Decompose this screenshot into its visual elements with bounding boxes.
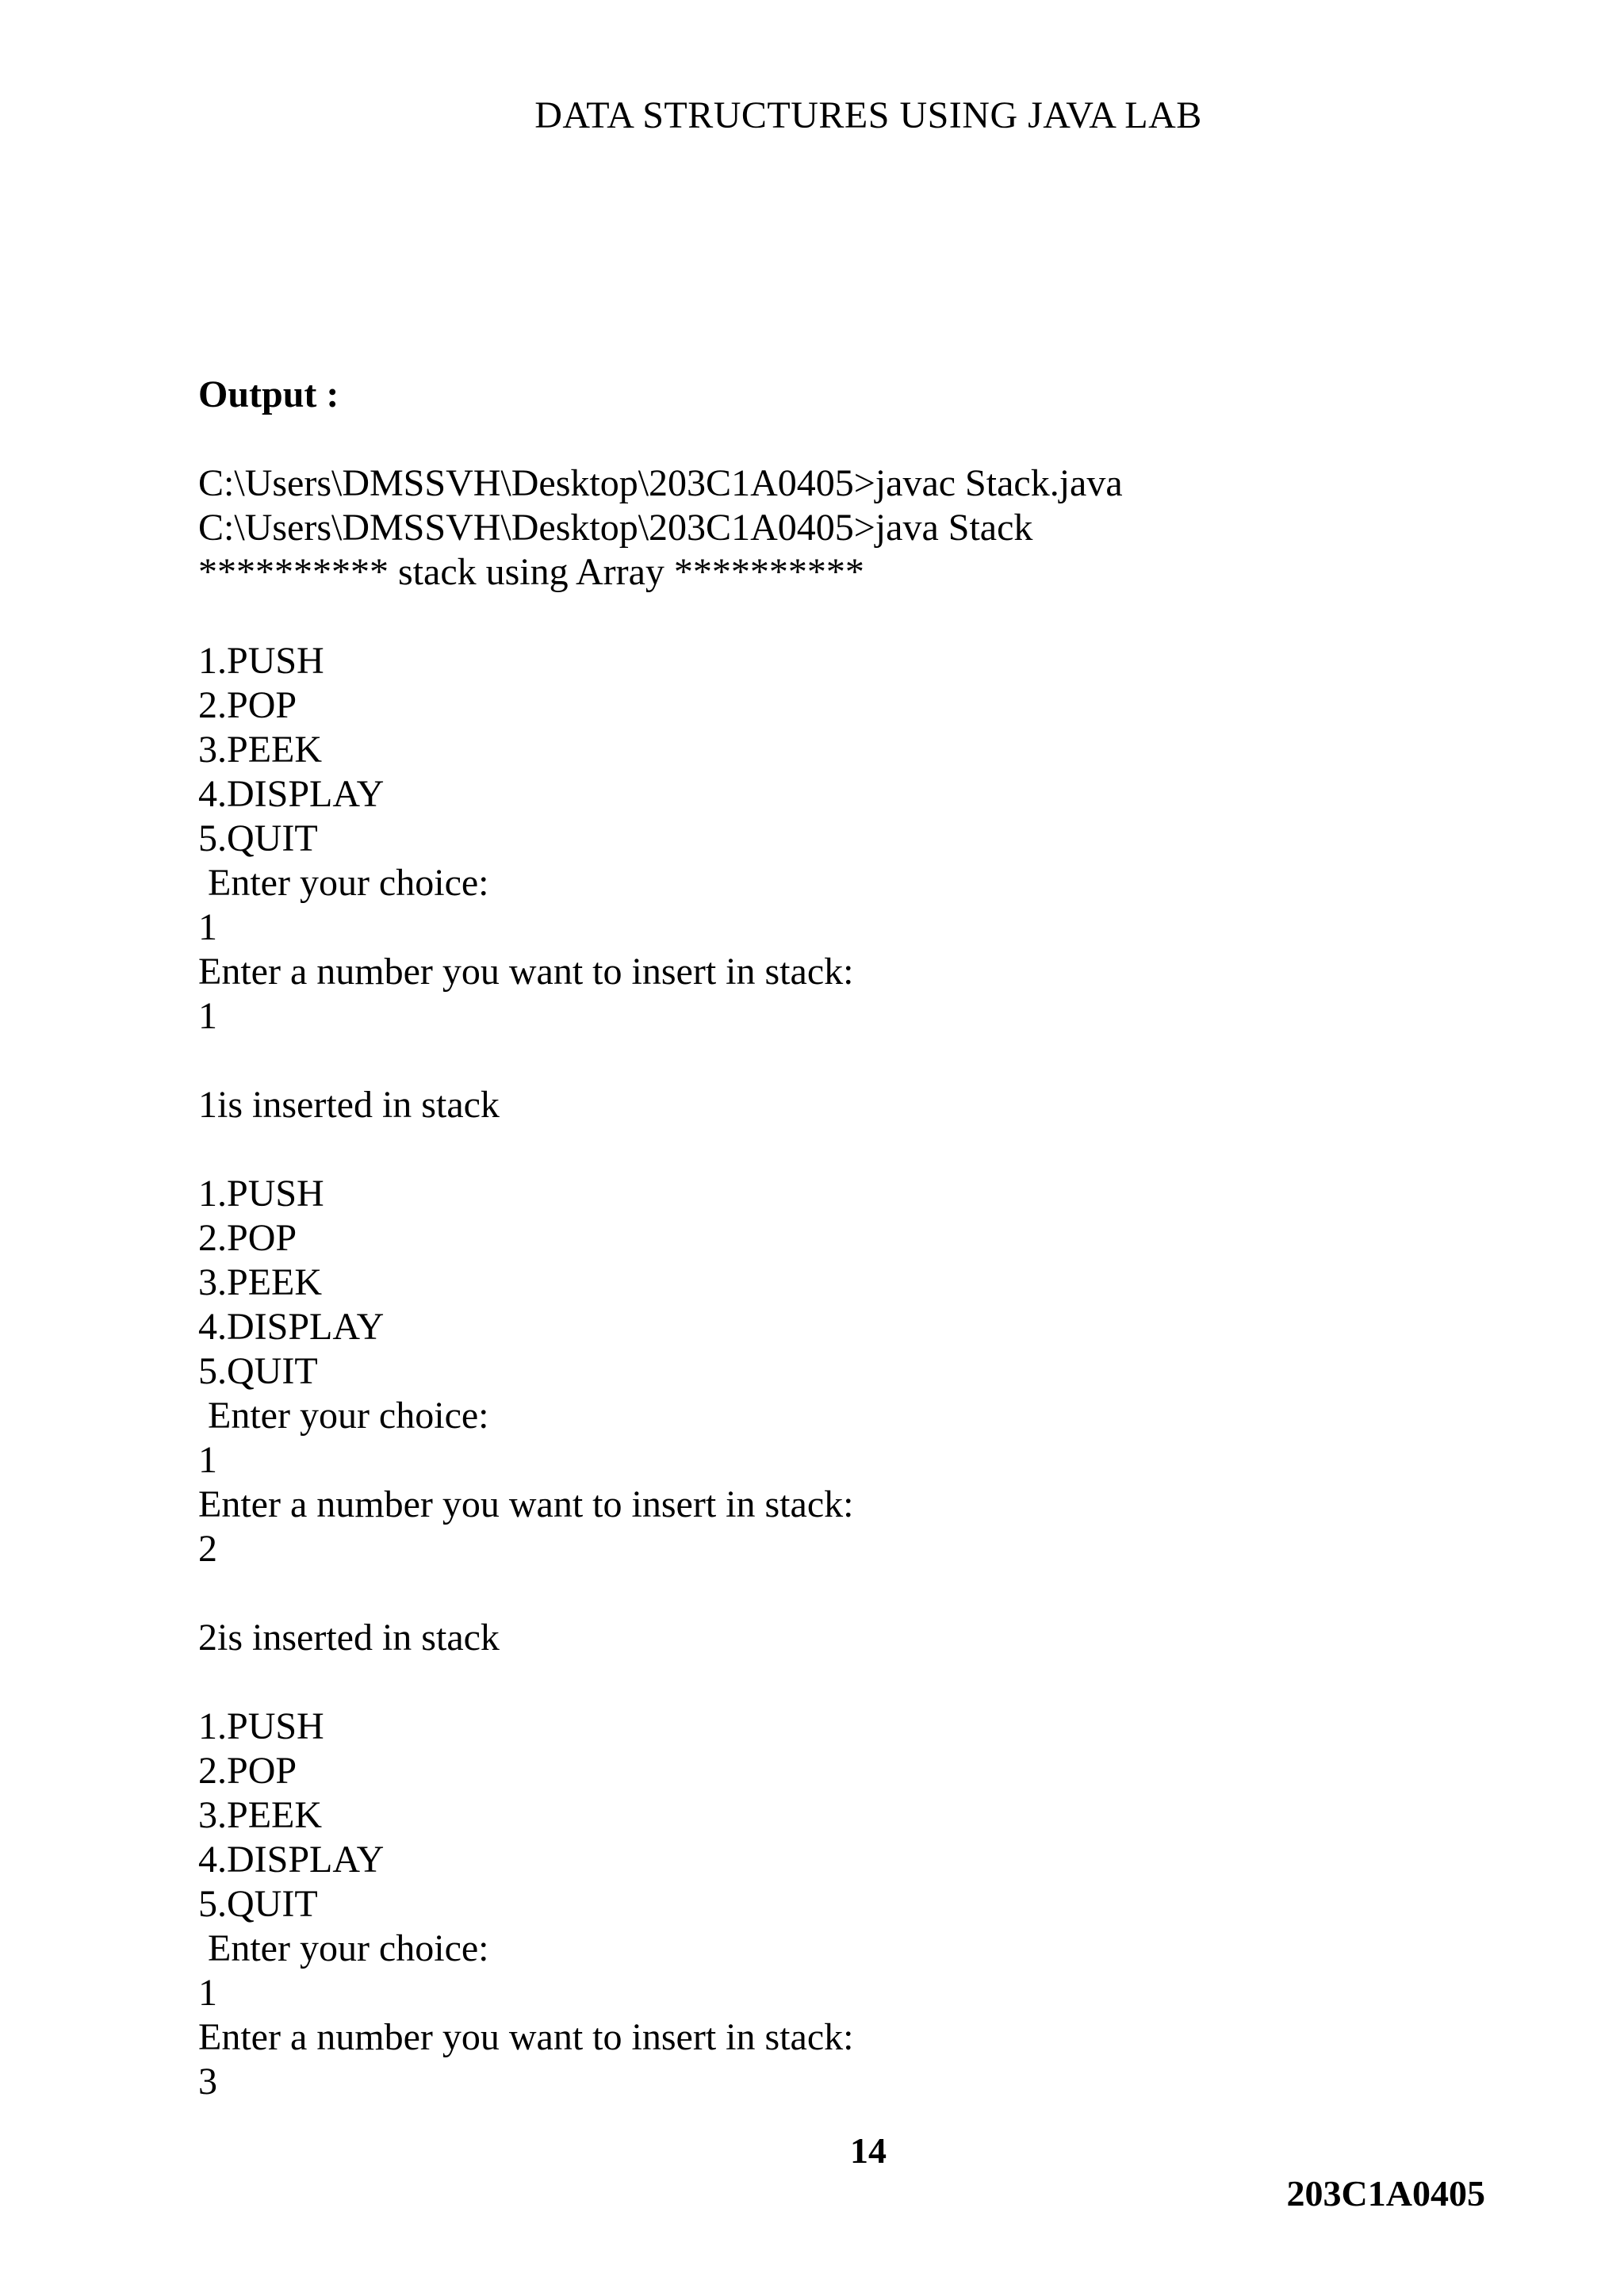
console-line: 2.POP [198,1217,297,1259]
console-line: 5.QUIT [198,817,318,859]
console-line: 3.PEEK [198,729,322,771]
console-line: ********** stack using Array ********** [198,551,864,593]
console-line: 4.DISPLAY [198,1306,385,1348]
console-line: 1 [198,906,217,948]
console-line: 1 [198,995,217,1037]
blank-line [198,1127,1546,1172]
console-line: 1.PUSH [198,1173,324,1215]
blank-line [198,595,1546,639]
blank-line [198,1660,1546,1705]
page-header-title: DATA STRUCTURES USING JAVA LAB [534,94,1202,136]
console-line: 2 [198,1528,217,1570]
output-heading: Output : [198,373,339,415]
console-line: Enter a number you want to insert in stack: [198,2016,854,2058]
console-line: 3.PEEK [198,1794,322,1836]
console-line: Enter a number you want to insert in stack: [198,951,854,993]
roll-number: 203C1A0405 [1286,2173,1485,2214]
blank-line [198,1571,1546,1616]
console-line: C:\Users\DMSSVH\Desktop\203C1A0405>java Stack [198,507,1033,549]
console-line: 3 [198,2061,217,2103]
console-output [198,461,1546,2104]
console-line: Enter your choice: [198,1395,489,1437]
console-line: 2is inserted in stack [198,1617,500,1659]
console-line: Enter your choice: [198,1927,489,1969]
console-line: 2.POP [198,1750,297,1792]
console-line: 4.DISPLAY [198,1839,385,1881]
console-line: 4.DISPLAY [198,773,385,815]
console-line: 3.PEEK [198,1261,322,1303]
console-line: 1 [198,1439,217,1481]
console-line: 1.PUSH [198,640,324,682]
console-line: 1 [198,1972,217,2014]
page-number: 14 [850,2130,887,2171]
console-line: 5.QUIT [198,1350,318,1392]
console-line: 2.POP [198,684,297,726]
console-line: Enter a number you want to insert in stack: [198,1483,854,1525]
console-line: Enter your choice: [198,862,489,904]
console-line: 5.QUIT [198,1883,318,1925]
blank-line [198,1039,1546,1083]
console-line: C:\Users\DMSSVH\Desktop\203C1A0405>javac Stack.java [198,462,1123,504]
console-line: 1is inserted in stack [198,1084,500,1126]
console-line: 1.PUSH [198,1705,324,1747]
